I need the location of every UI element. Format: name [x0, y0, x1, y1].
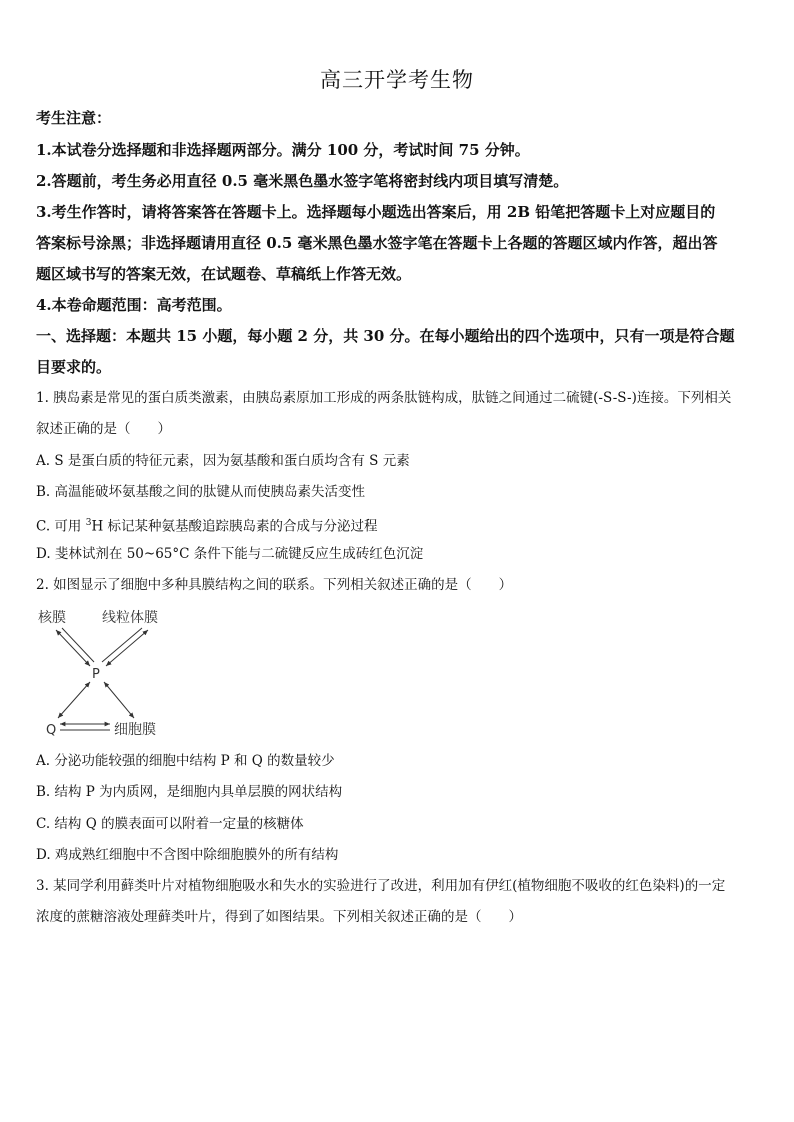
notice-item: 2.答题前，考生务必用直径 0.5 毫米黑色墨水签字笔将密封线内项目填写清楚。 [36, 172, 569, 190]
q1-option-c-post: H 标记某种氨基酸追踪胰岛素的合成与分泌过程 [91, 518, 378, 535]
page-title: 高三开学考生物 [320, 68, 474, 92]
arrow-nucleus-p-2 [62, 628, 94, 662]
q1-option-d: D. 斐林试剂在 50~65°C 条件下能与二硫键反应生成砖红色沉淀 [36, 546, 424, 562]
diagram-label-p: P [92, 667, 100, 682]
section-heading: 一、选择题：本题共 15 小题，每小题 2 分，共 30 分。在每小题给出的四个选项中，只有一项是符合题 [36, 327, 735, 345]
membrane-diagram [36, 606, 168, 738]
notice-item: 4.本卷命题范围：高考范围。 [36, 296, 232, 314]
diagram-label-nucleus: 核膜 [38, 610, 66, 626]
q3-stem: 3. 某同学利用藓类叶片对植物细胞吸水和失水的实验进行了改进，利用加有伊红(植物细胞不吸收的红色染料)的一定 [36, 878, 726, 894]
q1-stem-cont: 叙述正确的是（ ） [36, 421, 171, 437]
arrow-nucleus-p [56, 630, 90, 666]
q1-option-c [36, 514, 378, 536]
section-heading-cont: 目要求的。 [36, 358, 112, 376]
q2-option-a: A. 分泌功能较强的细胞中结构 P 和 Q 的数量较少 [36, 753, 335, 769]
diagram-label-mito: 线粒体膜 [102, 610, 158, 626]
q2-option-c: C. 结构 Q 的膜表面可以附着一定量的核糖体 [36, 816, 304, 832]
notice-heading: 考生注意： [36, 109, 112, 127]
q1-option-c-sup: 3 [85, 518, 92, 528]
q1-option-b: B. 高温能破坏氨基酸之间的肽键从而使胰岛素失活变性 [36, 484, 366, 500]
q2-option-d: D. 鸡成熟红细胞中不含图中除细胞膜外的所有结构 [36, 847, 339, 863]
arrow-p-membrane [104, 682, 134, 718]
notice-item: 3.考生作答时，请将答案答在答题卡上。选择题每小题选出答案后，用 2B 铅笔把答题卡上对应题目的 [36, 203, 716, 221]
notice-item: 答案标号涂黑；非选择题请用直径 0.5 毫米黑色墨水签字笔在答题卡上各题的答题区域内作答，超出答 [36, 234, 718, 252]
arrow-mito-p [106, 630, 148, 666]
diagram-label-membrane: 细胞膜 [114, 722, 156, 738]
diagram-label-q: Q [46, 723, 57, 738]
arrow-p-q [58, 682, 90, 718]
notice-item: 题区域书写的答案无效，在试题卷、草稿纸上作答无效。 [36, 265, 412, 283]
q2-option-b: B. 结构 P 为内质网，是细胞内具单层膜的网状结构 [36, 784, 343, 800]
q3-stem-cont: 浓度的蔗糖溶液处理藓类叶片，得到了如图结果。下列相关叙述正确的是（ ） [36, 909, 522, 925]
q2-stem: 2. 如图显示了细胞中多种具膜结构之间的联系。下列相关叙述正确的是（ ） [36, 577, 513, 593]
notice-item: 1.本试卷分选择题和非选择题两部分。满分 100 分，考试时间 75 分钟。 [36, 141, 530, 159]
q1-option-c-pre: C. 可用 [36, 518, 86, 535]
q1-option-a: A. S 是蛋白质的特征元素，因为氨基酸和蛋白质均含有 S 元素 [36, 453, 410, 469]
arrow-mito-p-2 [102, 628, 142, 662]
q1-stem: 1. 胰岛素是常见的蛋白质类激素，由胰岛素原加工形成的两条肽链构成，肽链之间通过二硫键(-S-S-)连接。下列相关 [36, 390, 732, 406]
